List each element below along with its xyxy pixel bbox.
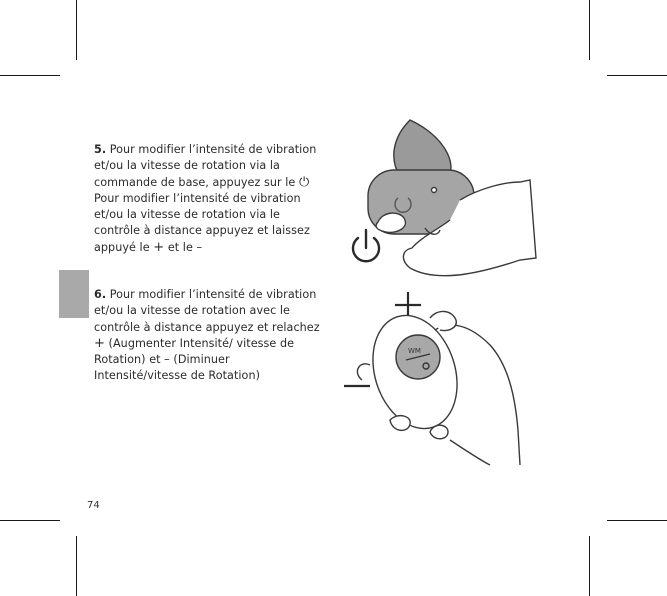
power-symbol-illustration: [353, 230, 379, 261]
device-illustration: [330, 110, 540, 470]
remote-hand-illustration: [357, 304, 520, 465]
step-6-paragraph: [94, 287, 324, 385]
crop-mark: [607, 520, 667, 521]
step-6-number: 6.: [94, 288, 107, 301]
step-5-text-3: et le –: [164, 240, 203, 254]
crop-mark: [76, 536, 77, 596]
crop-mark: [589, 536, 590, 596]
step-5-paragraph: [94, 142, 324, 256]
power-icon: ⏻: [298, 174, 310, 190]
crop-mark: [0, 75, 60, 76]
page-number: 74: [87, 500, 100, 511]
step-6-text-2: (Augmenter Intensité/ vitesse de Rotation) et – (Diminuer Intensité/vitesse de Rotation): [94, 336, 295, 383]
crop-mark: [589, 0, 590, 60]
base-device-hand-illustration: [368, 120, 536, 276]
crop-mark: [607, 75, 667, 76]
svg-text:WM: WM: [408, 347, 421, 355]
plus-icon: +: [94, 335, 105, 351]
step-5-text-2: Pour modifier l’intensité de vibration et/ou la vitesse de rotation via le contrôle à distance appuyez et laissez appuyé le: [94, 191, 310, 254]
step-5-text-1: Pour modifier l’intensité de vibration et/ou la vitesse de rotation via la commande de base, appuyez sur le: [94, 143, 317, 189]
step-5-number: 5.: [94, 143, 107, 156]
chapter-tab: [59, 270, 89, 318]
crop-mark: [0, 520, 60, 521]
plus-icon: +: [153, 239, 165, 255]
crop-mark: [76, 0, 77, 60]
step-6-text-1: Pour modifier l’intensité de vibration et/ou la vitesse de rotation avec le contrôle à distance appuyez et relachez: [94, 288, 320, 334]
